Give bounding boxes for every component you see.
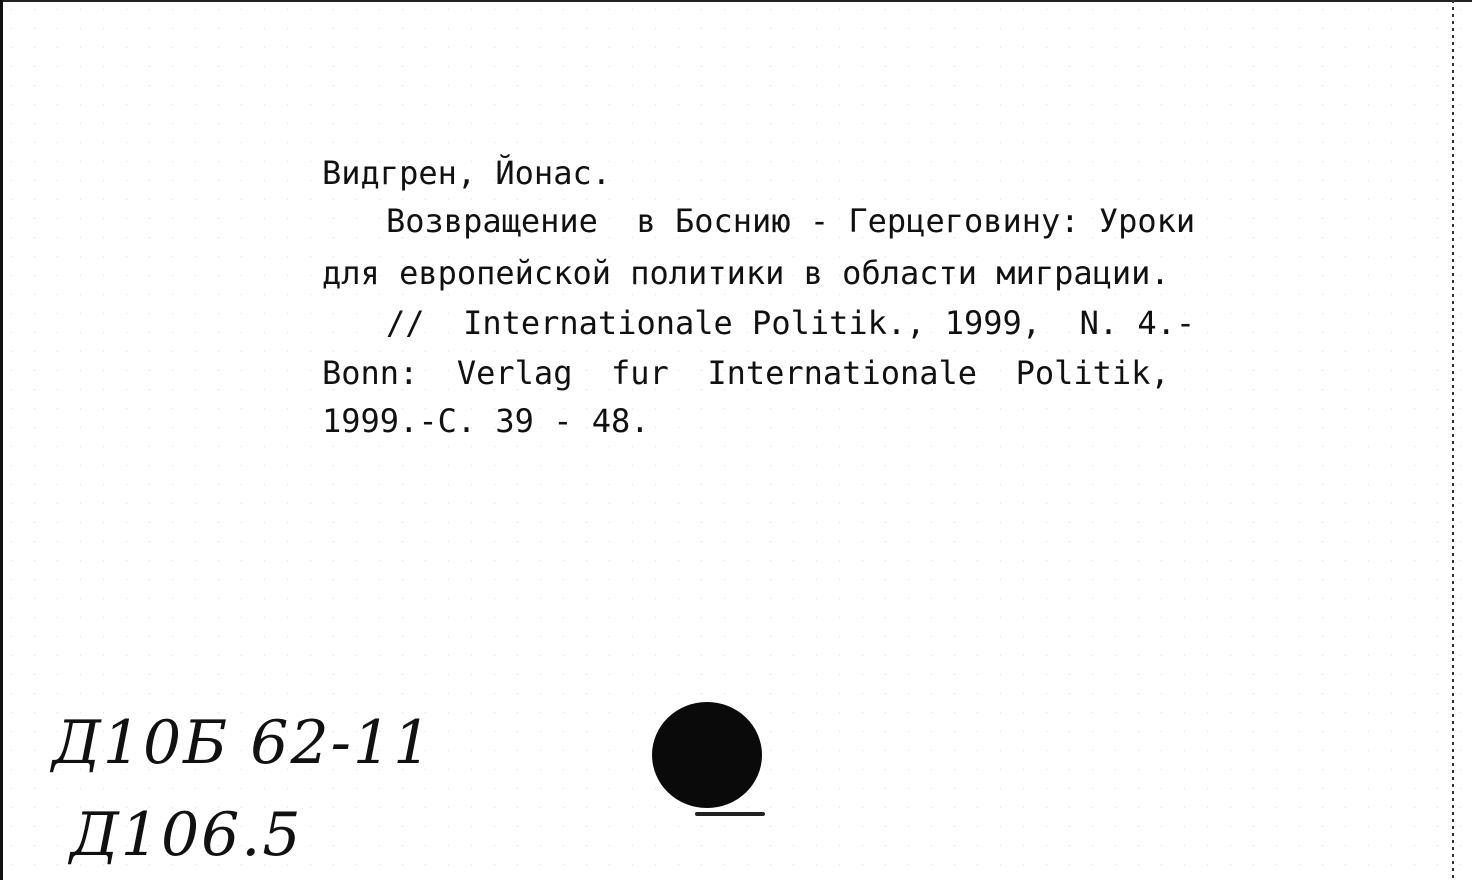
author-line: Видгрен, Йонас. [322, 154, 611, 192]
card-right-edge [1452, 0, 1454, 880]
source-line-1: // Internationale Politik., 1999, N. 4.- [386, 304, 1196, 342]
handwritten-shelfmark-2: Д106.5 [70, 800, 303, 870]
handwritten-shelfmark-1: Д10Б 62-11 [52, 708, 434, 778]
title-line-2: для европейской политики в области миграции. [322, 254, 1170, 292]
punch-hole-mark [695, 812, 765, 816]
source-line-2: Bonn: Verlag fur Internationale Politik, [322, 354, 1170, 392]
title-line-1: Возвращение в Боснию - Герцеговину: Уроки [386, 202, 1196, 240]
card-left-edge [0, 0, 3, 880]
card-top-edge [0, 0, 1472, 2]
pages-line: 1999.-С. 39 - 48. [322, 402, 650, 440]
punch-hole [652, 702, 762, 808]
